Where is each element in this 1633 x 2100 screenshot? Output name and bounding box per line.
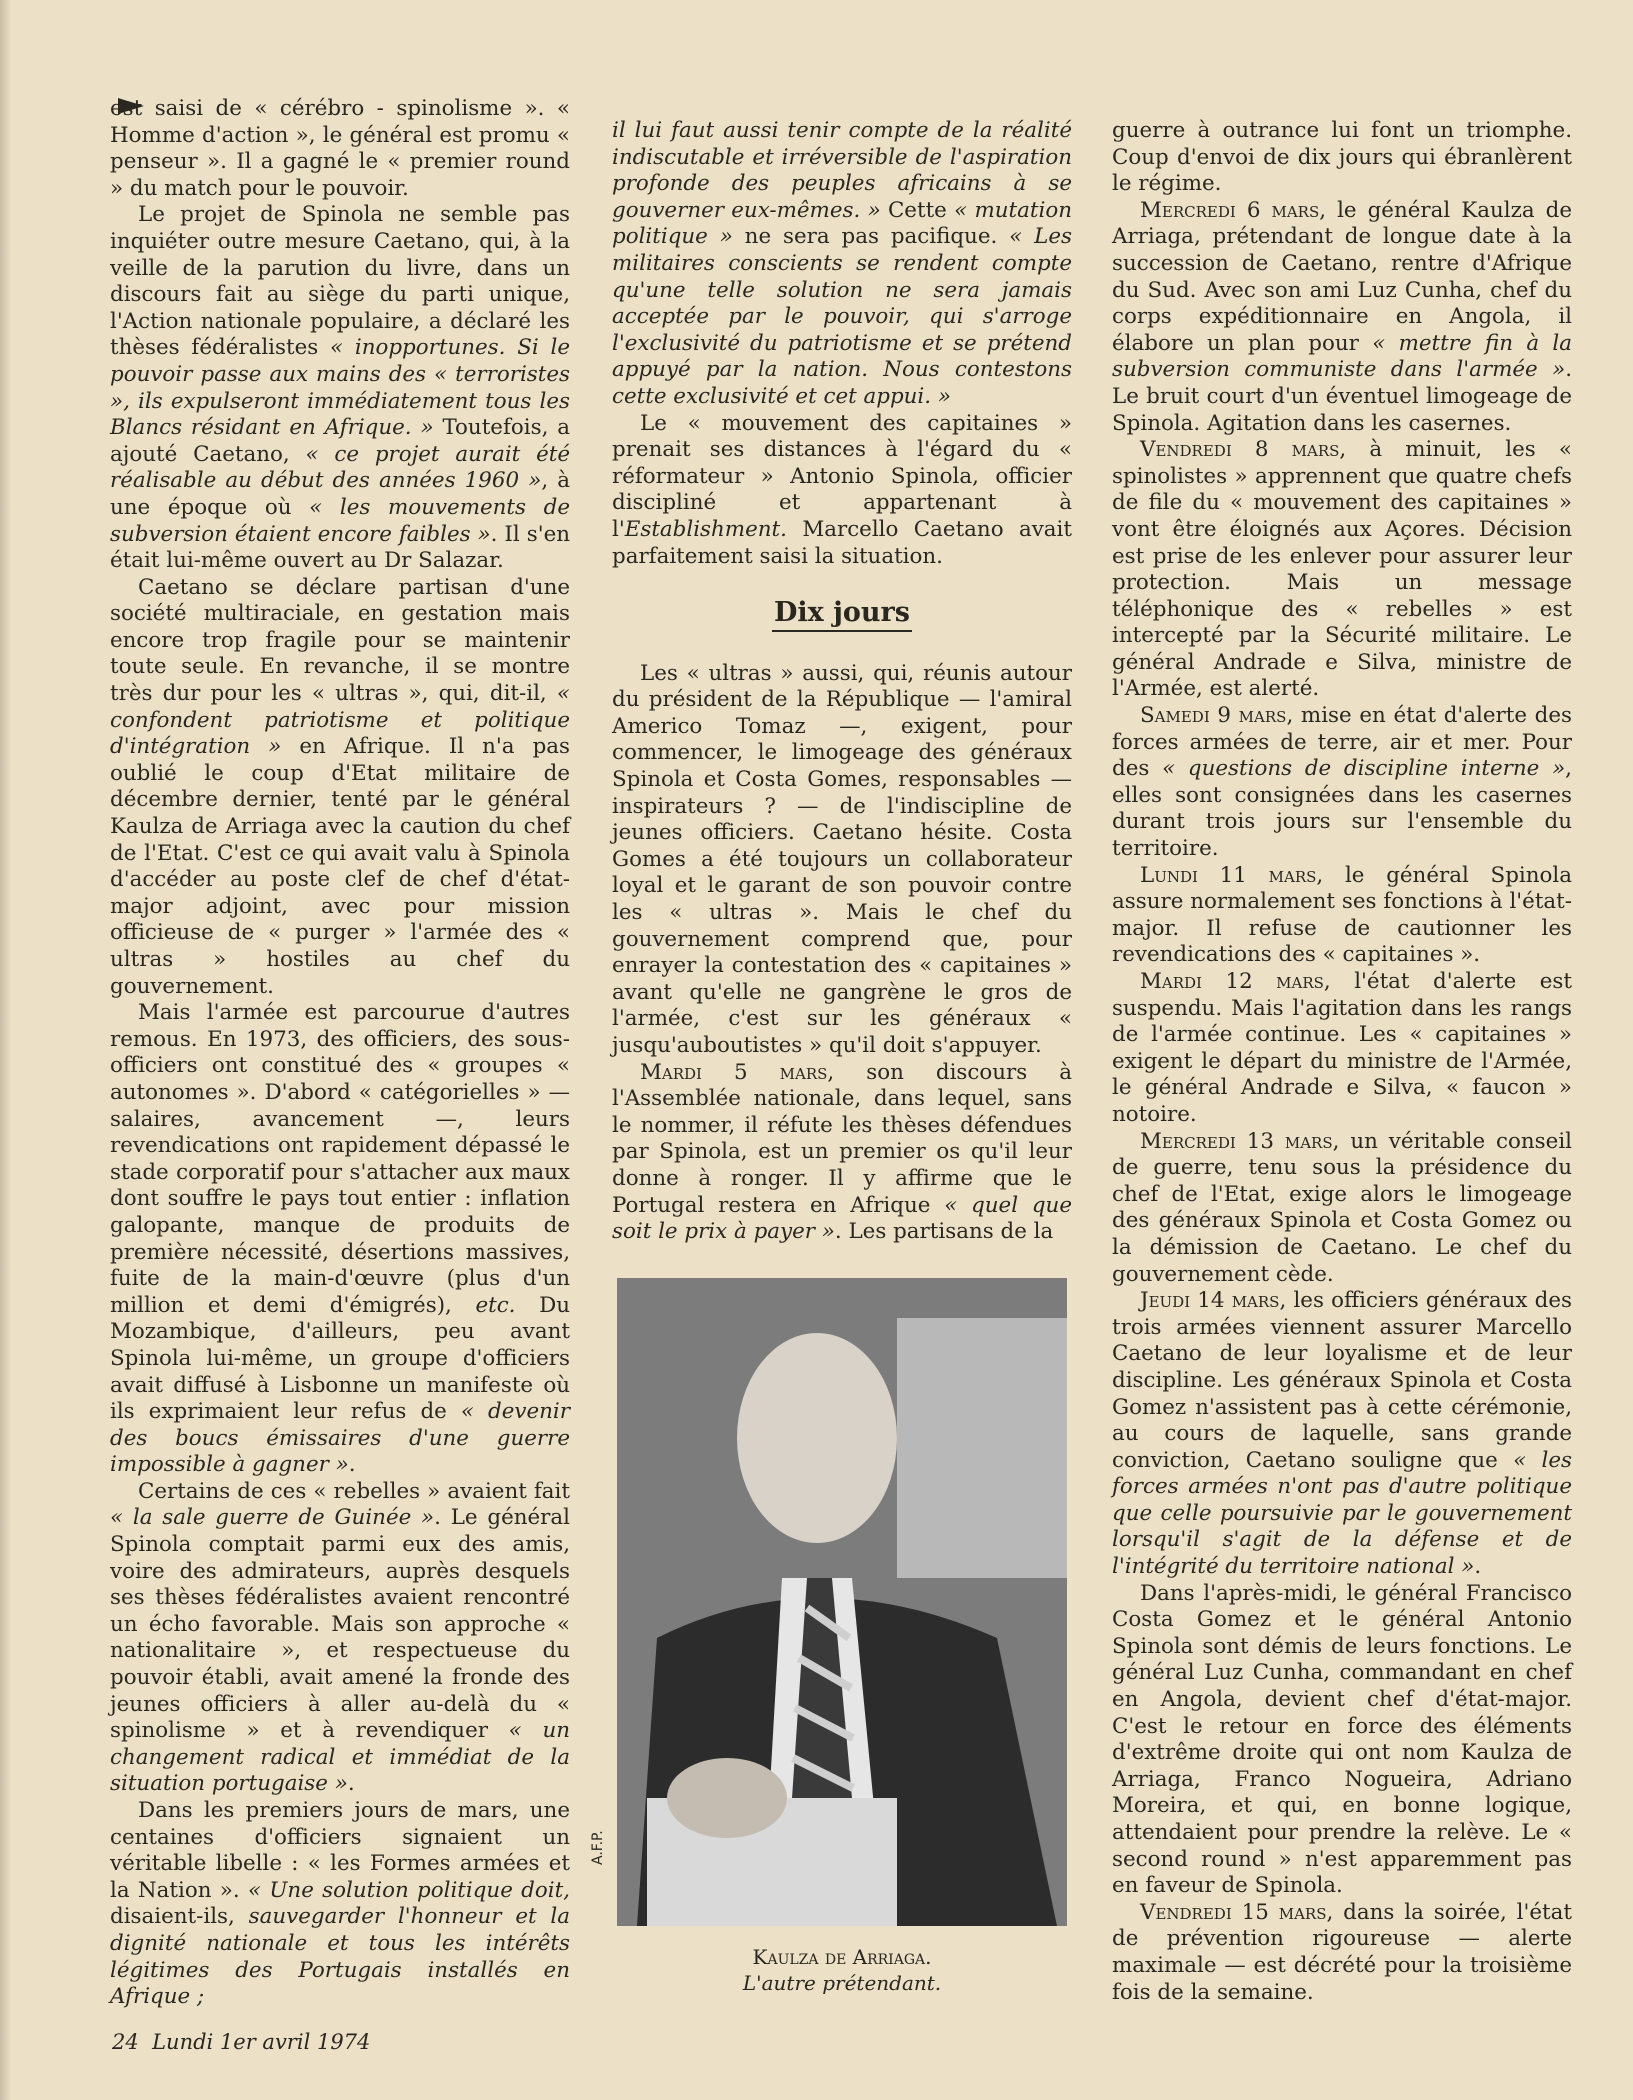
paragraph: Mercredi 6 mars, le général Kaulza de Arriaga, prétendant de longue date à la succession de Caetano, rentre d'Afrique du Sud. Avec son ami Luz Cunha, chef du corps expéditionnaire en Angola, il élabore un plan pour « mettre fin à la subversion communiste dans l'armée ». Le bruit court d'un éventuel limogeage de Spinola. Agitation dans les casernes. — [1112, 197, 1572, 436]
article-column-3 — [1112, 118, 1572, 2006]
paragraph: Le « mouvement des capitaines » prenait ses distances à l'égard du « réformateur » Antonio Spinola, officier discipliné et appartenant à l'Establishment. Marcello Caetano avait parfaitement saisi la situation. — [612, 410, 1072, 569]
paragraph: il lui faut aussi tenir compte de la réalité indiscutable et irréversible de l'aspiration profonde des peuples africains à se gouverner eux-mêmes. » Cette « mutation politique » ne sera pas pacifique. « Les militaires conscients se rendent compte qu'une telle solution ne sera jamais acceptée par le pouvoir, qui s'arroge l'exclusivité du patriotisme et se prétend appuyé par la nation. Nous contestons cette exclusivité et cet appui. » — [612, 118, 1072, 409]
paragraph: guerre à outrance lui font un triomphe. Coup d'envoi de dix jours qui ébranlèrent le régime. — [1112, 118, 1572, 197]
paragraph: Caetano se déclare partisan d'une société multiraciale, en gestation mais encore trop fragile pour se maintenir toute seule. En revanche, il se montre très dur pour les « ultras », qui, dit-il, « confondent patriotisme et politique d'intégration » en Afrique. Il n'a pas oublié le coup d'Etat militaire de décembre dernier, tenté par le général Kaulza de Arriaga avec la caution du chef de l'Etat. C'est ce qui avait valu à Spinola d'accéder au poste clef de chef d'état-major adjoint, avec pour mission officieuse de « purger » l'armée des « ultras » hostiles au chef du gouvernement. — [110, 574, 570, 999]
paragraph: Le projet de Spinola ne semble pas inquiéter outre mesure Caetano, qui, à la veille de la parution du livre, dans un discours fait au siège du parti unique, l'Action nationale populaire, a déclaré les thèses fédéralistes « inopportunes. Si le pouvoir passe aux mains des « terroristes », ils expulseront immédiatement tous les Blancs résidant en Afrique. » Toutefois, a ajouté Caetano, « ce projet aurait été réalisable au début des années 1960 », à une époque où « les mouvements de subversion étaient encore faibles ». Il s'en était lui-même ouvert au Dr Salazar. — [110, 202, 571, 574]
paragraph: Lundi 11 mars, le général Spinola assure normalement ses fonctions à l'état-major. Il refuse de cautionner les revendications des « capitaines ». — [1112, 862, 1572, 968]
paragraph: Dans l'après-midi, le général Francisco Costa Gomez et le général Antonio Spinola sont démis de leurs fonctions. Le général Luz Cunha, commandant en chef en Angola, devient chef d'état-major. C'est le retour en force des éléments d'extrême droite qui ont nom Kaulza de Arriaga, Franco Nogueira, Adriano Moreira, et qui, en bonne logique, attendaient pour prendre la relève. Le « second round » n'est apparemment pas en faveur de Spinola. — [1112, 1580, 1572, 1899]
issue-date: Lundi 1er avril 1974 — [152, 2030, 371, 2054]
paragraph: Jeudi 14 mars, les officiers généraux des trois armées viennent assurer Marcello Caetano de leur loyalisme et de leur discipline. Les généraux Spinola et Costa Gomez n'assistent pas à cette cérémonie, au cours de laquelle, sans grande conviction, Caetano souligne que « les forces armées n'ont pas d'autre politique que celle poursuivie par le gouvernement lorsqu'il s'agit de la défense et de l'intégrité du territoire national ». — [1112, 1288, 1573, 1580]
paragraph: Mardi 5 mars, son discours à l'Assemblée nationale, dans lequel, sans le nommer, il réfute les thèses défendues par Spinola, est un premier os qu'il leur donne à ronger. Il y affirme que le Portugal restera en Afrique « quel que soit le prix à payer ». Les partisans de la — [612, 1059, 1073, 1245]
paragraph: Samedi 9 mars, mise en état d'alerte des forces armées de terre, air et mer. Pour des « questions de discipline interne », elles sont consignées dans les casernes durant trois jours sur l'ensemble du territoire. — [1112, 703, 1573, 862]
paragraph: est saisi de « cérébro - spinolisme ». « Homme d'action », le général est promu « penseur ». Il a gagné le « premier round » du match pour le pouvoir. — [110, 96, 570, 201]
paragraph: Vendredi 15 mars, dans la soirée, l'état de prévention rigoureuse — alerte maximale — est décrété pour la troisième fois de la semaine. — [1112, 1899, 1572, 2005]
paragraph: Vendredi 8 mars, à minuit, les « spinolistes » apprennent que quatre chefs de file du « mouvement des capitaines » vont être éloignés aux Açores. Décision est prise de les enlever pour assurer leur protection. Mais un message téléphonique des « rebelles » est intercepté par la Sécurité militaire. Le général Andrade e Silva, ministre de l'Armée, est alerté. — [1112, 437, 1573, 702]
column-2-top — [612, 118, 1072, 570]
paragraph: Dans les premiers jours de mars, une centaines d'officiers signaient un véritable libelle : « les Formes armées et la Nation ». « Une solution politique doit, disaient-ils, sauvegarder l'honneur et la dignité nationale et tous les intérêts légitimes des Portugais installés en Afrique ; — [110, 1798, 570, 2010]
paragraph: Les « ultras » aussi, qui, réunis autour du président de la République — l'amiral Americo Tomaz —, exigent, pour commencer, le limogeage des généraux Spinola et Costa Gomes, responsables — inspirateurs ? — de l'indiscipline de jeunes officiers. Caetano hésite. Costa Gomes a été toujours un collaborateur loyal et le garant de son pouvoir contre les « ultras ». Mais le chef du gouvernement comprend que, pour enrayer la contestation des « capitaines » avant qu'elle ne gangrène le gros de l'armée, c'est sur les généraux « jusqu'auboutistes » qu'il doit s'appuyer. — [612, 660, 1072, 1058]
caption-name: Kaulza de Arriaga. — [752, 1945, 932, 1969]
paragraph: Mardi 12 mars, l'état d'alerte est suspendu. Mais l'agitation dans les rangs de l'armée continue. Les « capitaines » exigent le départ du ministre de l'Armée, le général Andrade e Silva, « faucon » notoire. — [1112, 969, 1573, 1127]
portrait-photo — [617, 1278, 1067, 1926]
page-number: 24 — [112, 2030, 139, 2054]
paragraph: Certains de ces « rebelles » avaient fait « la sale guerre de Guinée ». Le général Spinola comptait parmi eux des amis, voire des admirateurs, auprès desquels ses thèses fédéralistes avaient rencontré un écho favorable. Mais son approche « nationalitaire », et respectueuse du pouvoir établi, avait amené la fronde des jeunes officiers à aller au-delà du « spinolisme » et à revendiquer « un changement radical et immédiat de la situation portugaise ». — [110, 1478, 570, 1797]
article-column-2 — [612, 118, 1072, 1246]
article-column-1 — [110, 96, 570, 2011]
paragraph: Mercredi 13 mars, un véritable conseil de guerre, tenu sous la présidence du chef de l'Etat, exige alors le limogeage des généraux Spinola et Costa Gomez ou la démission de Caetano. Le chef du gouvernement cède. — [1112, 1128, 1572, 1287]
caption-subtitle: L'autre prétendant. — [742, 1971, 942, 1995]
photo-credit: A.F.P. — [590, 1830, 606, 1865]
page-footer — [112, 2030, 370, 2054]
portrait-illustration — [617, 1278, 1067, 1926]
section-subhead: Dix jours — [612, 600, 1072, 627]
paragraph: Mais l'armée est parcourue d'autres remous. En 1973, des officiers, des sous-officiers ont constitué des « groupes « autonomes ». D'abord « catégorielles » — salaires, avancement —, leurs revendications ont rapidement dépassé le stade corporatif pour s'attacher aux maux dont souffre le pays tout entier : inflation galopante, manque de produits de première nécessité, désertions massives, fuite de la main-d'œuvre (plus d'un million et demi d'émigrés), etc. Du Mozambique, d'ailleurs, peu avant Spinola lui-même, un groupe d'officiers avait diffusé à Lisbonne un manifeste où ils exprimaient leur refus de « devenir des boucs émissaires d'une guerre impossible à gagner ». — [110, 1000, 570, 1478]
column-2-bottom — [612, 661, 1072, 1246]
page-edge — [0, 0, 10, 2100]
photo-caption — [617, 1944, 1067, 1996]
